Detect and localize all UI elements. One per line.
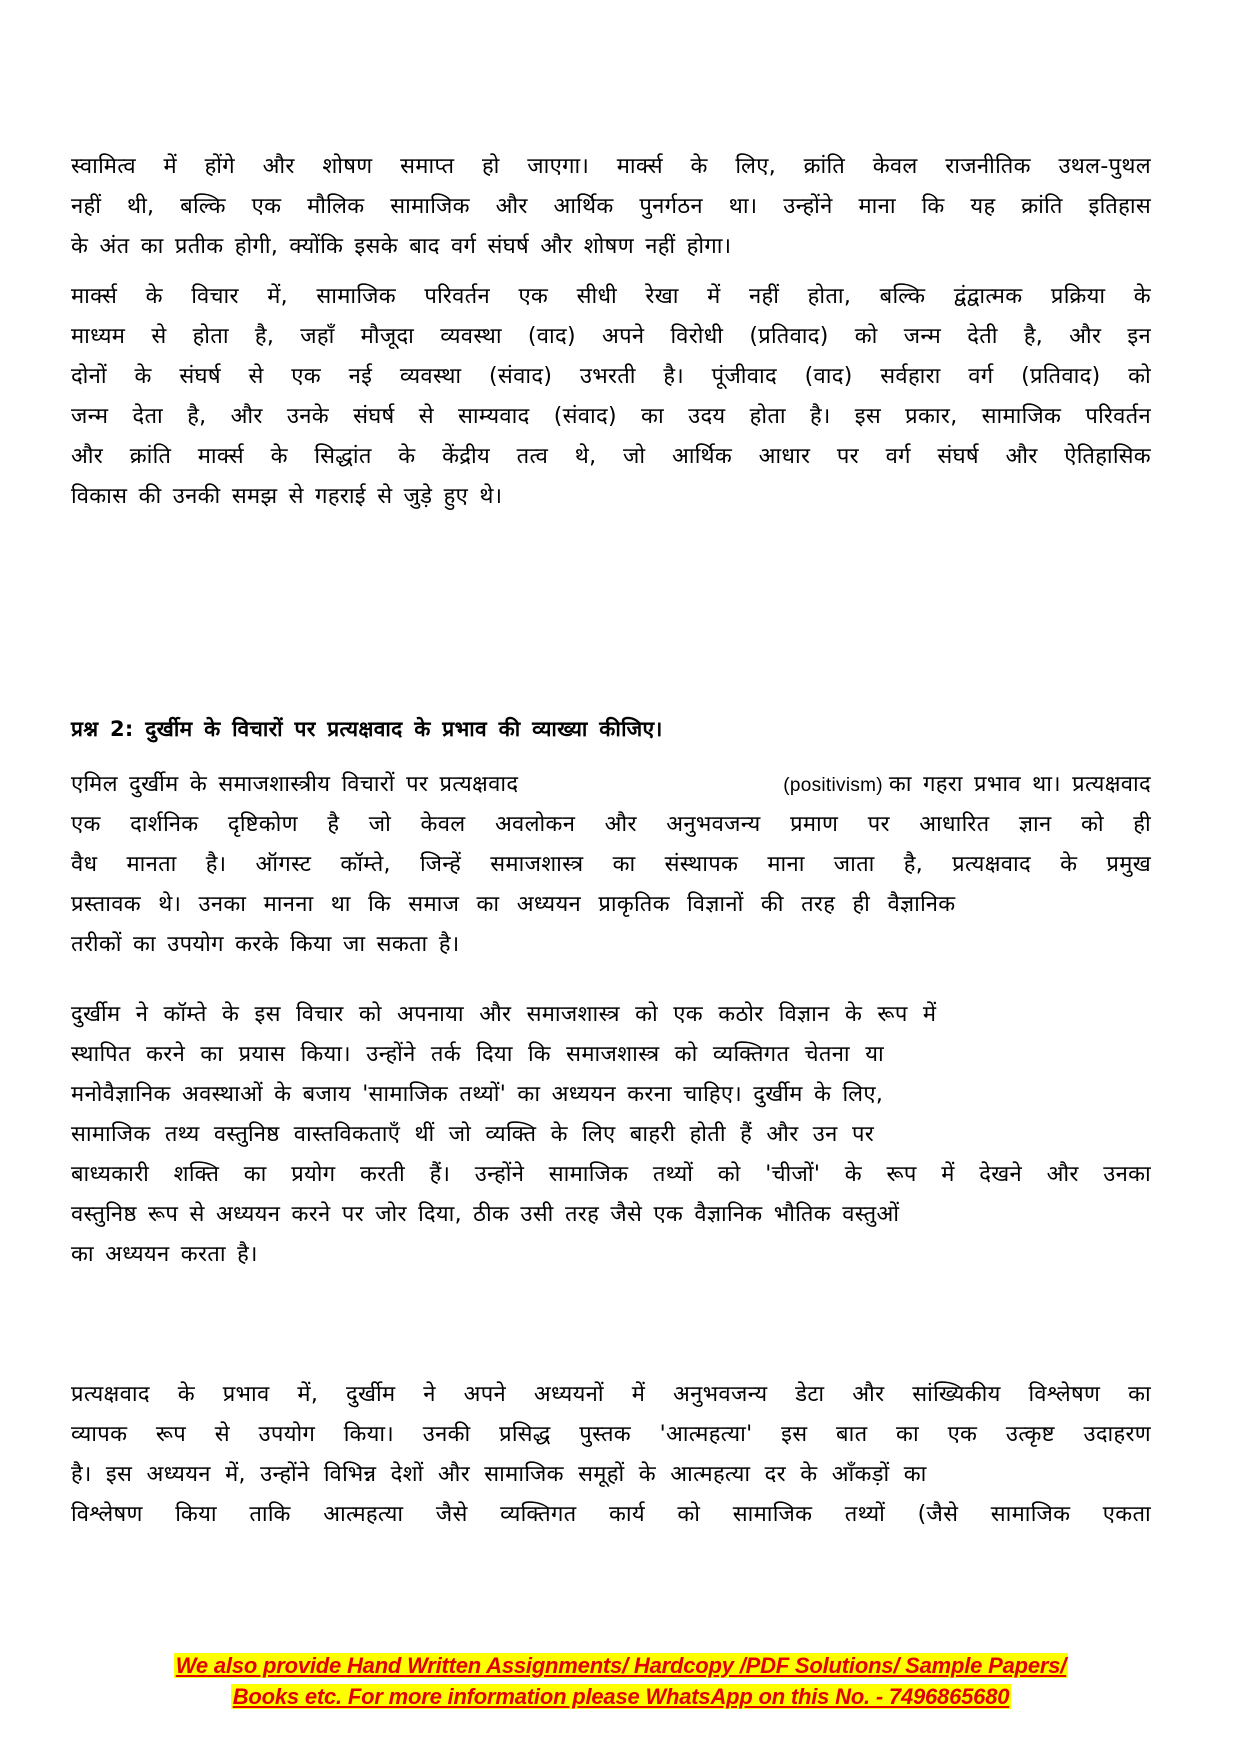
text-line: प्रस्तावक थे। उनका मानना था कि समाज का अध्ययन प्राकृतिक विज्ञानों की तरह ही वैज्ञानिक <box>71 892 956 917</box>
text-line: तरीकों का उपयोग करके किया जा सकता है। <box>71 932 460 957</box>
question-heading: प्रश्न 2: दुर्खीम के विचारों पर प्रत्यक्षवाद के प्रभाव की व्याख्या कीजिए। <box>71 717 663 741</box>
text-segment: एमिल दुर्खीम के समाजशास्त्रीय विचारों पर प्रत्यक्षवाद <box>71 772 519 797</box>
paragraph-durkheim-positivism-intro <box>71 768 1151 962</box>
text-line: नहीं थी, बल्कि एक मौलिक सामाजिक और आर्थिक पुनर्गठन था। उन्होंने माना कि यह क्रांति इतिहास <box>71 194 1151 219</box>
footer-promo-banner <box>96 1650 1146 1712</box>
text-line: का अध्ययन करता है। <box>71 1242 258 1267</box>
paragraph-marx-dialectics <box>71 280 1151 514</box>
latin-term-positivism: (positivism) <box>783 775 883 796</box>
footer-line-1-container <box>96 1650 1146 1681</box>
footer-promo-line-1: We also provide Hand Written Assignments/ Hardcopy /PDF Solutions/ Sample Papers/ <box>175 1653 1067 1678</box>
text-line: है। इस अध्ययन में, उन्होंने विभिन्न देशों और सामाजिक समूहों के आत्महत्या दर के आँकड़ों का <box>71 1462 927 1487</box>
text-line: प्रत्यक्षवाद के प्रभाव में, दुर्खीम ने अपने अध्ययनों में अनुभवजन्य डेटा और सांख्यिकीय विश्लेषण का <box>71 1382 1151 1407</box>
paragraph-durkheim-suicide-study <box>71 1378 1151 1532</box>
text-line: विश्लेषण किया ताकि आत्महत्या जैसे व्यक्तिगत कार्य को सामाजिक तथ्यों (जैसे सामाजिक एकता <box>71 1502 1151 1527</box>
text-line: दोनों के संघर्ष से एक नई व्यवस्था (संवाद) उभरती है। पूंजीवाद (वाद) सर्वहारा वर्ग (प्रतिवाद) को <box>71 364 1151 389</box>
text-line: दुर्खीम ने कॉम्ते के इस विचार को अपनाया और समाजशास्त्र को एक कठोर विज्ञान के रूप में <box>71 1002 937 1027</box>
text-line: मार्क्स के विचार में, सामाजिक परिवर्तन एक सीधी रेखा में नहीं होता, बल्कि द्वंद्वात्मक प्रक्रिया के <box>71 284 1151 309</box>
text-line: और क्रांति मार्क्स के सिद्धांत के केंद्रीय तत्व थे, जो आर्थिक आधार पर वर्ग संघर्ष और ऐतिहासिक <box>71 444 1151 469</box>
text-line: वैध मानता है। ऑगस्ट कॉम्ते, जिन्हें समाजशास्त्र का संस्थापक माना जाता है, प्रत्यक्षवाद के प्रमुख <box>71 852 1151 877</box>
footer-promo-line-2: Books etc. For more information please WhatsApp on this No. - 7496865680 <box>232 1684 1010 1709</box>
text-line: मनोवैज्ञानिक अवस्थाओं के बजाय 'सामाजिक तथ्यों' का अध्ययन करना चाहिए। दुर्खीम के लिए, <box>71 1082 884 1107</box>
text-line: स्थापित करने का प्रयास किया। उन्होंने तर्क दिया कि समाजशास्त्र को व्यक्तिगत चेतना या <box>71 1042 884 1067</box>
text-line: विकास की उनकी समझ से गहराई से जुड़े हुए थे। <box>71 484 503 509</box>
paragraph-marx-revolution-end <box>71 150 1151 264</box>
text-line: वस्तुनिष्ठ रूप से अध्ययन करने पर जोर दिया, ठीक उसी तरह जैसे एक वैज्ञानिक भौतिक वस्तुओं <box>71 1202 900 1227</box>
text-line: जन्म देता है, और उनके संघर्ष से साम्यवाद (संवाद) का उदय होता है। इस प्रकार, सामाजिक परिवर्तन <box>71 404 1151 429</box>
text-line: सामाजिक तथ्य वस्तुनिष्ठ वास्तविकताएँ थीं जो व्यक्ति के लिए बाहरी होती हैं और उन पर <box>71 1122 875 1147</box>
text-line: माध्यम से होता है, जहाँ मौजूदा व्यवस्था (वाद) अपने विरोधी (प्रतिवाद) को जन्म देती है, और इन <box>71 324 1151 349</box>
text-segment: का गहरा प्रभाव था। प्रत्यक्षवाद <box>888 772 1151 797</box>
question-heading-container <box>71 712 663 746</box>
text-line: व्यापक रूप से उपयोग किया। उनकी प्रसिद्ध पुस्तक 'आत्महत्या' इस बात का एक उत्कृष्ट उदाहरण <box>71 1422 1151 1447</box>
footer-line-2-container <box>96 1681 1146 1712</box>
paragraph-durkheim-social-facts <box>71 998 1151 1272</box>
text-line: के अंत का प्रतीक होगी, क्योंकि इसके बाद वर्ग संघर्ष और शोषण नहीं होगा। <box>71 234 732 259</box>
text-line <box>71 768 1151 802</box>
text-line: स्वामित्व में होंगे और शोषण समाप्त हो जाएगा। मार्क्स के लिए, क्रांति केवल राजनीतिक उथल-पुथल <box>71 154 1151 179</box>
text-line: बाध्यकारी शक्ति का प्रयोग करती हैं। उन्होंने सामाजिक तथ्यों को 'चीजों' के रूप में देखने और उनका <box>71 1162 1151 1187</box>
text-segment-group <box>783 768 1151 802</box>
text-line: एक दार्शनिक दृष्टिकोण है जो केवल अवलोकन और अनुभवजन्य प्रमाण पर आधारित ज्ञान को ही <box>71 812 1151 837</box>
